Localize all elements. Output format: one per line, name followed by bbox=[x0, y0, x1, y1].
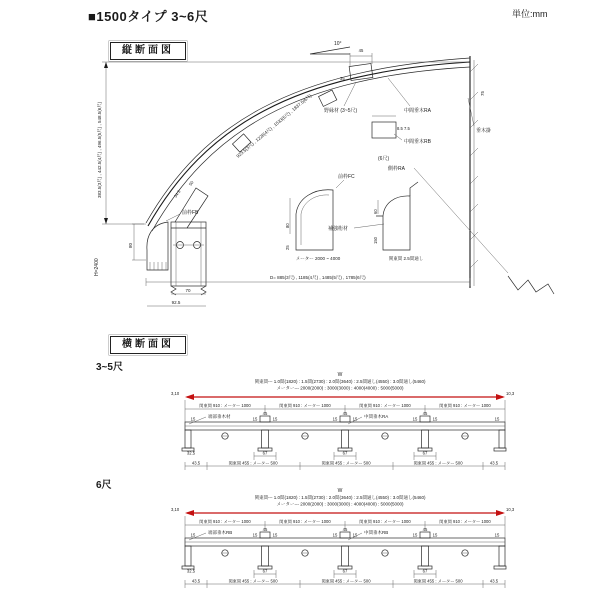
wall-line bbox=[470, 56, 478, 288]
rafter-w-dim: 45 bbox=[422, 411, 428, 416]
nobuchi-text: 野縁材 (3~5尺) bbox=[324, 108, 358, 114]
dim-32-5: 32.5 bbox=[186, 568, 196, 574]
dim-67: 67 bbox=[422, 568, 428, 574]
rafter-base-dims bbox=[187, 569, 436, 579]
dim-15: 15 bbox=[432, 532, 438, 538]
segment-dim-2: 関東間 910 : メーター 1000 bbox=[279, 519, 331, 524]
dim-50: 50 bbox=[187, 179, 195, 187]
chukan-ra-label bbox=[388, 78, 432, 114]
wall-height-text: H=2400 bbox=[94, 258, 100, 276]
meter-range-note: メーター 2000 ~ 4000 bbox=[295, 256, 341, 261]
dim-45: 45 bbox=[358, 48, 364, 53]
segment-dim-4: 関東間 910 : メーター 1000 bbox=[439, 403, 491, 408]
dim-43-5: 43.5 bbox=[191, 460, 201, 466]
rb-note-text: (6尺) bbox=[378, 156, 390, 162]
panel-joint bbox=[232, 90, 336, 152]
bottom-dim-line bbox=[185, 578, 505, 589]
end-rafter-text: 端部垂木RB bbox=[208, 530, 233, 535]
dim-85-75: 8.5 7.5 bbox=[397, 126, 410, 131]
sokuwaku-profile bbox=[508, 276, 554, 294]
sokuwaku-ra-label bbox=[388, 165, 554, 294]
right-end-dim: 10,3 bbox=[506, 507, 515, 512]
front-frame-post bbox=[147, 188, 208, 295]
rafter-w-dim: 45 bbox=[342, 527, 348, 532]
right-end-dim: 10,3 bbox=[506, 391, 515, 396]
slope-indicator bbox=[310, 41, 350, 54]
roof-slab bbox=[185, 422, 505, 430]
mid-rafter-text: 中間垂木RA bbox=[364, 414, 389, 419]
hokyo-dim-150: 150 bbox=[373, 237, 378, 244]
hokyo-dim-60: 60 bbox=[373, 209, 378, 214]
segment-dim-1: 関東間 910 : メーター 1000 bbox=[199, 403, 251, 408]
unit-note: 単位:mm bbox=[512, 9, 548, 19]
dim-15: 15 bbox=[432, 416, 438, 422]
rafter-base-dims bbox=[187, 451, 436, 461]
dim-15: 15 bbox=[252, 532, 258, 538]
vertical-section-drawing bbox=[88, 38, 568, 333]
red-width-dim bbox=[171, 391, 515, 400]
dim-34-5: 34.5 bbox=[172, 189, 182, 199]
dim-75: 75 bbox=[480, 90, 485, 96]
end-rafter-text: 端部垂木材 bbox=[208, 414, 231, 419]
chukan-ra-text: 中間垂木RA bbox=[404, 108, 431, 114]
dim-15: 15 bbox=[190, 532, 196, 538]
maewaku-fb-label bbox=[166, 209, 199, 221]
dim-15: 15 bbox=[352, 532, 358, 538]
dim-67: 67 bbox=[262, 568, 268, 574]
b-segment-2: 関東間 455 : メーター 500 bbox=[321, 578, 371, 584]
maewaku-fc-text: 前枠FC bbox=[338, 174, 355, 180]
dim-35: 35 bbox=[340, 76, 345, 81]
dim-43-5: 43.5 bbox=[191, 578, 201, 584]
dim-67: 67 bbox=[342, 450, 348, 456]
b-segment-1: 関東間 455 : メーター 500 bbox=[228, 578, 278, 584]
cross-section-3-5shaku bbox=[160, 370, 520, 484]
hokyo-keta-text: 補強桁材 bbox=[328, 226, 349, 232]
depth-dim-text: D= 885(3尺) , 1185(4尺) , 1485(5尺) , 1785(6尺) bbox=[270, 275, 366, 280]
dim-15: 15 bbox=[332, 416, 338, 422]
dim-67: 67 bbox=[262, 450, 268, 456]
page-title: ■1500タイプ 3~6尺 bbox=[88, 9, 209, 24]
rafter-w-dim: 45 bbox=[262, 527, 268, 532]
horizontal-section-box-label: 横断面図 bbox=[110, 336, 186, 354]
rafter-caps bbox=[191, 411, 500, 422]
fc-dim-25: 25 bbox=[285, 245, 290, 250]
segment-dim-3: 関東間 910 : メーター 1000 bbox=[359, 519, 411, 524]
sublabel-3-5shaku: 3~5尺 bbox=[96, 362, 123, 373]
rafter-w-dim: 45 bbox=[342, 411, 348, 416]
dim-92-5: 92.5 bbox=[171, 300, 181, 305]
rafter-w-dim: 45 bbox=[262, 411, 268, 416]
dim-15: 15 bbox=[352, 416, 358, 422]
w-label: W bbox=[337, 372, 343, 378]
meter-line: メーター--- 2000(2000) : 3000(3000) : 4000(4000) : 5000(5000) bbox=[276, 501, 404, 507]
rise-dim-text: 383.5(3尺) , 442.5(4尺) , 496.5(5尺) , 548.5(6尺) bbox=[97, 101, 102, 198]
dim-43-5: 43.5 bbox=[489, 578, 499, 584]
kanto-range-note: 関東間 2.5間通し bbox=[388, 256, 424, 261]
roof-slab bbox=[185, 538, 505, 546]
cross-section-6shaku bbox=[160, 486, 520, 600]
segment-dim-2: 関東間 910 : メーター 1000 bbox=[279, 403, 331, 408]
depth-dimension bbox=[146, 274, 470, 286]
dim-15: 15 bbox=[412, 532, 418, 538]
b-segment-2: 関東間 455 : メーター 500 bbox=[321, 460, 371, 466]
gutter-height-dim bbox=[128, 224, 146, 260]
bottom-dim-line bbox=[185, 460, 505, 471]
dim-15: 15 bbox=[412, 416, 418, 422]
sublabel-6shaku: 6尺 bbox=[96, 480, 112, 491]
dim-67: 67 bbox=[342, 568, 348, 574]
dim-15: 15 bbox=[272, 416, 278, 422]
dim-15: 15 bbox=[272, 532, 278, 538]
chukan-rb-text: 中間垂木RB bbox=[404, 139, 431, 145]
rafter-caps bbox=[191, 527, 500, 538]
b-segment-3: 関東間 455 : メーター 500 bbox=[413, 460, 463, 466]
kanto-line: 関東間--- 1.0間(1820) : 1.5間(2730) : 2.0間(3640) : 2.5間通し(4550) : 3.0間通し(5460) bbox=[254, 495, 426, 500]
post-dims bbox=[147, 288, 206, 306]
segment-dim-3: 関東間 910 : メーター 1000 bbox=[359, 403, 411, 408]
dim-15: 15 bbox=[190, 416, 196, 422]
screw-marks bbox=[221, 433, 469, 439]
tarukigake-label bbox=[468, 98, 492, 134]
detail-6shaku bbox=[372, 116, 410, 138]
vertical-section-box-label: 縦断面図 bbox=[110, 42, 186, 60]
dim-15: 15 bbox=[494, 416, 500, 422]
screw-marks bbox=[221, 550, 469, 556]
dim-15: 15 bbox=[252, 416, 258, 422]
red-width-dim bbox=[171, 507, 515, 516]
hokyo-keta-profile bbox=[328, 182, 423, 262]
dim-80: 80 bbox=[128, 242, 133, 248]
segment-dim-1: 関東間 910 : メーター 1000 bbox=[199, 519, 251, 524]
dim-15: 15 bbox=[494, 532, 500, 538]
fc-dim-80: 80 bbox=[285, 223, 290, 228]
rafters bbox=[182, 430, 506, 451]
dim-32-5: 32.5 bbox=[186, 450, 196, 456]
tarukigake-text: 垂木掛 bbox=[476, 128, 492, 134]
mid-rafter-text: 中間垂木RB bbox=[364, 530, 389, 535]
maewaku-fb-text: 前枠FB bbox=[182, 210, 199, 216]
w-label: W bbox=[337, 488, 343, 494]
dim-70: 70 bbox=[185, 288, 191, 293]
left-end-dim: 3,10 bbox=[171, 507, 180, 512]
meter-line: メーター--- 2000(2000) : 3000(3000) : 4000(4000) : 5000(5000) bbox=[276, 385, 404, 391]
curve-dim-text: 923.5(3尺) , 1228(4尺) , 1533(5尺) , 1837.5(6尺) bbox=[235, 93, 313, 159]
segment-dim-4: 関東間 910 : メーター 1000 bbox=[439, 519, 491, 524]
left-end-dim: 3,10 bbox=[171, 391, 180, 396]
rafter-w-dim: 45 bbox=[422, 527, 428, 532]
detail-3-5shaku bbox=[340, 48, 373, 81]
sokuwaku-ra-text: 側枠RA bbox=[388, 166, 405, 172]
dim-15: 15 bbox=[332, 532, 338, 538]
b-segment-3: 関東間 455 : メーター 500 bbox=[413, 578, 463, 584]
rafters bbox=[182, 546, 506, 569]
slope-label: 10° bbox=[334, 41, 342, 47]
dim-67: 67 bbox=[422, 450, 428, 456]
dim-43-5: 43.5 bbox=[489, 460, 499, 466]
maewaku-fc-profile bbox=[285, 173, 355, 262]
b-segment-1: 関東間 455 : メーター 500 bbox=[228, 460, 278, 466]
kanto-line: 関東間--- 1.0間(1820) : 1.5間(2730) : 2.0間(3640) : 2.5間通し(4550) : 3.0間通し(5460) bbox=[254, 379, 426, 384]
